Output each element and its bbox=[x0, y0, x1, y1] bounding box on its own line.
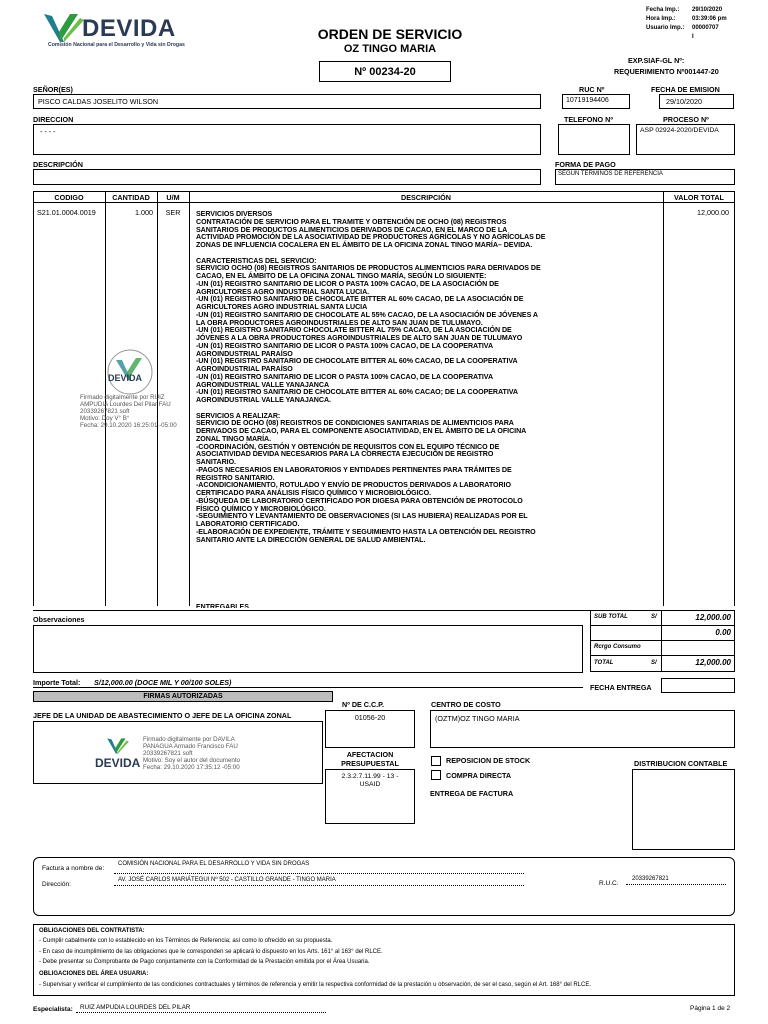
description-line: -UN (01) REGISTRO SANITARIO DE CHOCOLATE BITTER AL 60% CACAO; DE LA COOPERATIVA bbox=[196, 388, 518, 397]
afectacion-label: AFECTACION bbox=[346, 750, 394, 759]
description-line: REGISTRO SANITARIO. bbox=[196, 473, 275, 482]
seal-logo-name: DEVIDA bbox=[108, 373, 143, 383]
ccp-label: Nº DE C.C.P. bbox=[342, 700, 385, 709]
description-line: -UN (01) REGISTRO SANITARIO DE LICOR O PASTA 100% CACAO, DE LA ASOCIACIÓN DE bbox=[196, 279, 499, 288]
subtotal-label: SUB TOTAL bbox=[594, 614, 628, 620]
importe-label: Importe Total: bbox=[33, 678, 81, 687]
description-line: LA OBRA PRODUCTORES AGROINDUSTRIALES DE ALTO SAN JUAN DE TULUMAYO. bbox=[196, 318, 483, 327]
description-line: -UN (01) REGISTRO SANITARIO DE CHOCOLATE BITTER AL 60% CACAO, DE LA COOPERATIVA bbox=[196, 357, 518, 366]
description-line: -UN (01) REGISTRO SANITARIO DE CHOCOLATE AL 55% CACAO, DE LA ASOCIACIÓN DE JÓVENES A bbox=[196, 310, 538, 319]
invoice-direccion-label: Dirección: bbox=[42, 881, 71, 888]
seal-logo-name-2: DEVIDA bbox=[95, 756, 141, 770]
senor-box bbox=[33, 94, 541, 109]
document-subtitle: OZ TINGO MARIA bbox=[343, 43, 437, 55]
fecha-emision-value: 29/10/2020 bbox=[666, 97, 702, 106]
description-line: CONTRATACIÓN DE SERVICIO PARA EL TRAMITE Y OBTENCIÓN DE OCHO (08) REGISTROS bbox=[196, 217, 507, 226]
print-info: Fecha Imp.: 29/10/2020 Hora Imp.: 03:39:06 pm Usuario Imp.: 00000707 I bbox=[646, 7, 727, 40]
direccion-label: DIRECCION bbox=[33, 115, 74, 124]
invoice-box bbox=[33, 857, 735, 916]
description-line: CACAO, EN EL ÁMBITO DE LA OFICINA ZONAL TINGO MARÍA, SEGÚN LO SIGUIENTE: bbox=[196, 272, 487, 280]
presupuestal-label: PRESUPUESTAL bbox=[341, 759, 399, 768]
description-line: -UN (01) REGISTRO SANITARIO CHOCOLATE BITTER AL 75% CACAO, DE LA ASOCIACIÓN DE bbox=[196, 326, 512, 335]
ruc-value: 10719194406 bbox=[566, 97, 609, 104]
exp-siaf: EXP.SIAF-GL Nº: bbox=[628, 56, 685, 65]
ruc-label: RUC Nº bbox=[579, 85, 605, 94]
description-line: AGROINDUSTRIAL VALLE YANAJANCA. bbox=[196, 396, 331, 404]
ruc-box bbox=[562, 94, 630, 109]
description-line: -BÚSQUEDA DE LABORATORIO CERTIFICADO POR DIGESA PARA OBTENCIÓN DE PROTOCOLO bbox=[196, 496, 523, 505]
importe-value: S/12,000.00 (DOCE MIL Y 00/100 SOLES) bbox=[94, 678, 232, 687]
direccion-box bbox=[33, 124, 541, 155]
description-line: -ACONDICIONAMIENTO, ROTULADO Y ENVÍO DE PRODUCTOS DERIVADOS A LABORATORIO bbox=[196, 481, 511, 490]
proceso-label: PROCESO Nº bbox=[663, 115, 709, 124]
direccion-value: - - - - bbox=[40, 127, 56, 136]
fecha-entrega-label: FECHA ENTREGA bbox=[590, 683, 652, 692]
description-line: ACTIVIDAD PROMOCIÓN DE LA ASOCIATIVIDAD DE PRODUCTORES AGRÍCOLAS Y NO AGRÍCOLAS DE bbox=[196, 233, 546, 242]
col-header-cantidad: CANTIDAD bbox=[112, 193, 150, 202]
reposicion-checkbox[interactable] bbox=[431, 756, 441, 766]
digital-signature-1: DEVIDA Firmado digitalmente por RUIZ AMPUDIA Lourdes Del Pilar FAU 20339267821 soft Motivo: Doy V° B° Fecha: 29.10.2020 16:25:01 -05:00 bbox=[80, 348, 190, 428]
invoice-direccion-value: AV. JOSÉ CARLOS MARIÁTEGUI Nº 502 - CASTILLO GRANDE - TINGO MARIA bbox=[118, 877, 336, 883]
obligations-box: OBLIGACIONES DEL CONTRATISTA: - Cumplir cabalmente con lo establecido en los Términos de Referencia; así como lo ofrecido en su propuesta. - En caso de incumplimiento de las obligaciones que le corresponden se aplicará lo dispuesto en los Arts. 161° al 163° del RLCE. - Debe presentar su Comprobante de Pago conjuntamente con la Conformidad de la Prestación emitida por el Área Usuaria. OBLIGACIONES DEL ÁREA USUARIA: - Supervisar y verificar el cumplimiento de las condiciones contractuales y términos de referencia y emitir la respectiva conformidad de la prestación u observación, de ser el caso, según el Art. 168° del RLCE. bbox=[33, 924, 735, 996]
fecha-entrega-box bbox=[661, 678, 735, 693]
subtotal-value: 12,000.00 bbox=[695, 613, 731, 622]
description-line: SANITARIO ANTE LA DIRECCIÓN GENERAL DE SALUD AMBIENTAL. bbox=[196, 535, 426, 544]
description-line: AGRICULTORES AGRO INDUSTRIAL SANTA LUCIA bbox=[196, 303, 368, 311]
fecha-emision-box bbox=[659, 94, 734, 109]
reposicion-label: REPOSICION DE STOCK bbox=[446, 756, 531, 765]
compra-checkbox[interactable] bbox=[431, 770, 441, 780]
total-value: 12,000.00 bbox=[695, 658, 731, 667]
description-line: ASOCIATIVIDAD DEVIDA NECESARIOS PARA LA CORRECTA EJECUCIÓN DE REGISTRO bbox=[196, 450, 494, 459]
igv-value: 0.00 bbox=[715, 628, 731, 637]
logo-name: DEVIDA bbox=[82, 15, 176, 42]
description-cut-line: ENTREGABLES bbox=[196, 604, 249, 608]
requerimiento: REQUERIMIENTO Nº001447-20 bbox=[614, 67, 719, 76]
digital-signature-2: DEVIDA Firmado digitalmente por DAVILA PANAGUA Armado Francisco FAU 20339267821 soft Motivo: Soy el autor del documento Fecha: 29.10.2020 17:35:12 -05:00 bbox=[95, 736, 240, 771]
devida-logo bbox=[40, 12, 210, 52]
page-number: Página 1 de 2 bbox=[690, 1005, 731, 1012]
subtotal-currency: S/ bbox=[651, 614, 657, 620]
description-line: SERVICIO OCHO (08) REGISTROS SANITARIOS DE PRODUCTOS ALIMENTICIOS PARA DERIVADOS DE bbox=[196, 264, 541, 273]
descripcion-box bbox=[33, 169, 541, 185]
description-line: SERVICIOS A REALIZAR: bbox=[196, 411, 281, 420]
description-line: -COORDINACIÓN, GESTIÓN Y OBTENCIÓN DE REQUISITOS CON EL EQUIPO TÉCNICO DE bbox=[196, 442, 500, 451]
devida-seal-icon bbox=[106, 348, 154, 396]
col-header-descripcion: DESCRIPCIÓN bbox=[401, 193, 451, 202]
observaciones-label: Observaciones bbox=[33, 615, 85, 624]
fecha-emision-label: FECHA DE EMISION bbox=[651, 85, 720, 94]
telefono-box bbox=[558, 124, 630, 155]
factura-value: COMISIÓN NACIONAL PARA EL DESARROLLO Y VIDA SIN DROGAS bbox=[118, 861, 310, 867]
factura-label: Factura a nombre de: bbox=[42, 865, 105, 872]
description-line: DERIVADOS DE CACAO, PARA EL COMPONENTE ASOCIATIVIDAD, EN EL ÁMBITO DE LA OFICINA bbox=[196, 427, 527, 435]
description-line: LABORATORIO CERTIFICADO. bbox=[196, 520, 300, 528]
centro-costo-value: (OZTM)OZ TINGO MARIA bbox=[435, 714, 520, 723]
compra-label: COMPRA DIRECTA bbox=[446, 771, 512, 780]
order-number: Nº 00234-20 bbox=[354, 66, 416, 78]
description-line: -SEGUIMIENTO Y LEVANTAMIENTO DE OBSERVACIONES (SI LAS HUBIERA) REALIZADAS POR EL bbox=[196, 512, 528, 521]
senor-label: SEÑOR(ES) bbox=[33, 85, 73, 94]
description-line: -UN (01) REGISTRO SANITARIO DE LICOR O PASTA 100% CACAO, DE LA COOPERATIVA bbox=[196, 372, 494, 381]
total-label: TOTAL bbox=[594, 660, 614, 666]
senor-value: PISCO CALDAS JOSELITO WILSON bbox=[38, 97, 159, 106]
description-line: -PAGOS NECESARIOS EN LABORATORIOS Y ENTIDADES PERTINENTES PARA TRÁMITES DE bbox=[196, 465, 512, 474]
distribucion-label: DISTRIBUCION CONTABLE bbox=[634, 759, 728, 768]
total-currency: S/ bbox=[651, 660, 657, 666]
description-line: CARACTERISTICAS DEL SERVICIO: bbox=[196, 256, 317, 265]
col-header-codigo: CODIGO bbox=[54, 193, 84, 202]
cell-valor: 12,000.00 bbox=[697, 208, 729, 217]
col-header-um: U/M bbox=[166, 193, 180, 202]
especialista-value: RUIZ AMPUDIA LOURDES DEL PILAR bbox=[80, 1004, 191, 1011]
document-title: ORDEN DE SERVICIO bbox=[317, 26, 463, 42]
proceso-value: ASP 02924-2020/DEVIDA bbox=[640, 127, 719, 134]
firmas-autorizadas-bar: FIRMAS AUTORIZADAS bbox=[33, 691, 333, 702]
description-line: ZONAL TINGO MARÍA. bbox=[196, 434, 272, 443]
description-line: AGROINDUSTRIAL PARAÍSO bbox=[196, 349, 293, 358]
description-line: AGROINDUSTRIAL VALLE YANAJANCA bbox=[196, 380, 330, 389]
recargo-label: Rcrgo Consumo bbox=[594, 644, 641, 650]
especialista-label: Especialista: bbox=[33, 1006, 73, 1013]
observaciones-box bbox=[33, 625, 583, 673]
totals-box bbox=[590, 610, 735, 672]
col-header-valor: VALOR TOTAL bbox=[674, 193, 724, 202]
telefono-label: TELEFONO Nº bbox=[564, 115, 613, 124]
cell-um: SER bbox=[165, 208, 181, 217]
ccp-value: 01056-20 bbox=[354, 713, 386, 722]
afectacion-box: 2.3.2.7.11.99 - 13 - USAID bbox=[325, 769, 415, 824]
descripcion-label: DESCRIPCIÓN bbox=[33, 160, 83, 169]
description-line: -UN (01) REGISTRO SANITARIO DE CHOCOLATE BITTER AL 60% CACAO, DE LA ASOCIACIÓN DE bbox=[196, 295, 524, 304]
description-line: -ELABORACIÓN DE EXPEDIENTE, TRÁMITE Y SEGUIMIENTO HASTA LA OBTENCIÓN DEL REGISTRO bbox=[196, 527, 536, 536]
contratista-title: OBLIGACIONES DEL CONTRATISTA: bbox=[39, 928, 145, 934]
proceso-box bbox=[636, 124, 735, 155]
logo-subtitle: Comisión Nacional para el Desarrollo y Vida sin Drogas bbox=[48, 42, 185, 48]
description-line: SERVICIOS DIVERSOS bbox=[196, 210, 273, 218]
cell-cantidad: 1.000 bbox=[135, 208, 153, 217]
description-line: SERVICIO DE OCHO (08) REGISTROS DE CONDICIONES SANITARIAS DE ALIMENTICIOS PARA bbox=[196, 419, 514, 428]
description-line: -UN (01) REGISTRO SANITARIO DE LICOR O PASTA 100% CACAO, DE LA COOPERATIVA bbox=[196, 341, 494, 350]
description-line: ZONAS DE INFLUENCIA COCALERA EN EL ÁMBITO DE LA OFICINA ZONAL TINGO MARÍA– DEVIDA. bbox=[196, 241, 533, 249]
forma-pago-value: SEGUN TERMINOS DE REFERENCIA bbox=[558, 171, 663, 177]
order-number-box bbox=[319, 61, 451, 82]
centro-costo-box bbox=[430, 710, 735, 748]
description-line: JÓVENES A LA OBRA PRODUCTORES AGROINDUSTRIALES DE ALTO SAN JUAN DE TULUMAYO bbox=[196, 334, 523, 342]
description-line: CERTIFICADO PARA ANÁLISIS FÍSICO QUÍMICO Y MICROBIOLÓGICO. bbox=[196, 489, 432, 497]
jefe-label: JEFE DE LA UNIDAD DE ABASTECIMIENTO O JEFE DE LA OFICINA ZONAL bbox=[33, 711, 292, 720]
description-line: SANITARIOS DE PRODUCTOS ALIMENTICIOS DERIVADOS DE CACAO, EN EL MARCO DE LA bbox=[196, 225, 508, 234]
forma-pago-box bbox=[555, 169, 735, 185]
description-line: FÍSICO QUÍMICO Y MICROBIOLÓGICO. bbox=[196, 504, 326, 513]
forma-pago-label: FORMA DE PAGO bbox=[555, 160, 616, 169]
description-line: AGROINDUSTRIAL PARAÍSO bbox=[196, 365, 293, 373]
invoice-ruc-value: 20339267821 bbox=[632, 876, 669, 882]
description-line: SANITARIO. bbox=[196, 458, 236, 466]
centro-costo-label: CENTRO DE COSTO bbox=[431, 700, 501, 709]
distribucion-box bbox=[632, 769, 735, 850]
entrega-factura-label: ENTREGA DE FACTURA bbox=[430, 789, 514, 798]
usuaria-title: OBLIGACIONES DEL ÁREA USUARIA: bbox=[39, 971, 149, 977]
ccp-box bbox=[325, 710, 415, 748]
description-line: AGRICULTORES AGRO INDUSTRIAL SANTA LUCIA. bbox=[196, 287, 370, 296]
devida-leaf-icon-small bbox=[105, 736, 131, 758]
cell-codigo: S21.01.0004.0019 bbox=[37, 208, 96, 217]
invoice-ruc-label: R.U.C. bbox=[599, 880, 619, 887]
